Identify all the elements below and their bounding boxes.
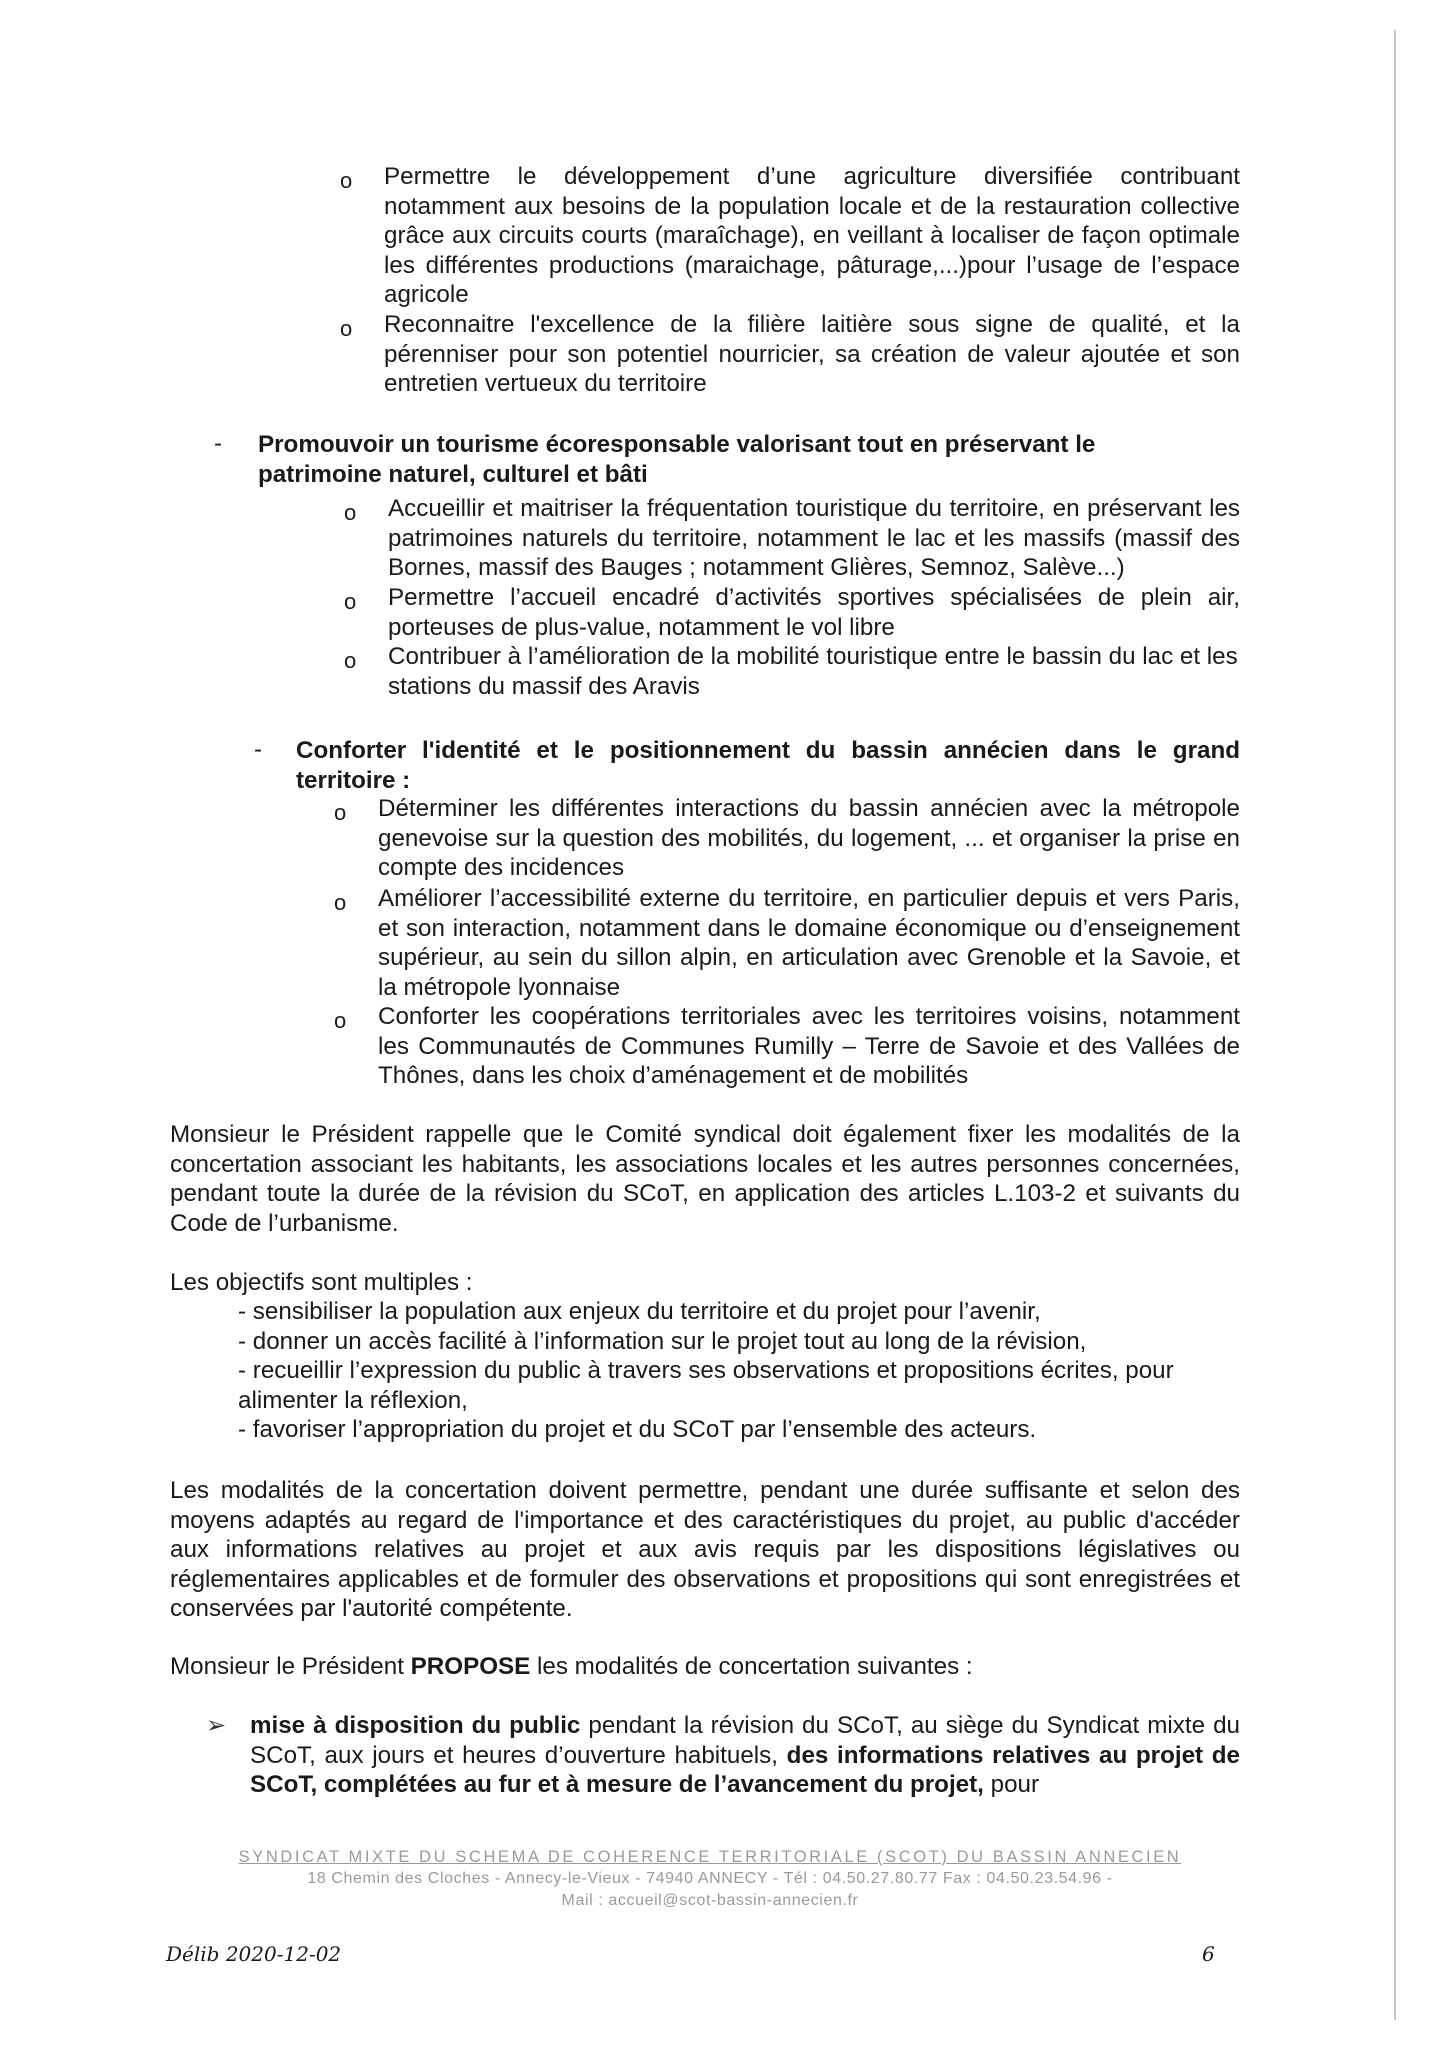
arrow-item-text-2: pour (983, 1771, 1040, 1799)
objective-item: - sensibiliser la population aux enjeux du territoire et du projet pour l’avenir, (238, 1298, 1041, 1325)
circle-bullet-icon: o (344, 589, 357, 614)
footer-org (180, 1846, 1240, 1869)
dash-bullet: - (214, 430, 222, 457)
circle-bullet-icon: o (334, 890, 347, 915)
list-item: Conforter les coopérations territoriales avec les territoires voisins, notamment les Communautés de Communes Rumilly – Terre de Savoie et des Vallées de Thônes, dans les choix d’aménagement et de mobilités (378, 1003, 1240, 1090)
list-item: Contribuer à l’amélioration de la mobilité touristique entre le bassin du lac et les stations du massif des Aravis (388, 643, 1238, 700)
dash-bullet: - (254, 736, 262, 763)
paragraph-modalities: Les modalités de la concertation doivent permettre, pendant une durée suffisante et selon des moyens adaptés au regard de l'importance et des caractéristiques du projet, au public d'accéder aux informations relatives au projet et aux avis requis par les dispositions législatives ou réglementaires applicables et de formuler des observations et propositions qui sont enregistrées et conservées par l'autorité compétente. (170, 1477, 1240, 1623)
arrow-list-item (250, 1711, 1240, 1800)
list-item: Améliorer l’accessibilité externe du territoire, en particulier depuis et vers Paris, et son interaction, notamment dans le domaine économique ou d’enseignement supérieur, au sein du sillon alpin, en articulation avec Grenoble et la Savoie, et la métropole lyonnaise (378, 885, 1240, 1001)
list-item: Reconnaitre l'excellence de la filière laitière sous signe de qualité, et la pérenniser pour son potentiel nourricier, sa création de valeur ajoutée et son entretien vertueux du territoire (384, 311, 1240, 398)
paragraph-propose (170, 1652, 1240, 1682)
arrow-item-bold-2: des informations relatives au projet de SCoT, complétées au fur et à mesure de l’avancement du projet, (250, 1741, 1240, 1799)
objective-item: - donner un accès facilité à l’information sur le projet tout au long de la révision, (238, 1328, 1087, 1355)
footer-org-name: SYNDICAT MIXTE DU SCHEMA DE COHERENCE TERRITORIALE (SCOT) DU BASSIN ANNECIEN (238, 1848, 1182, 1866)
circle-bullet-icon: o (340, 316, 353, 341)
arrow-item-bold-1: mise à disposition du public (250, 1712, 581, 1739)
arrow-bullet-icon: ➢ (206, 1712, 227, 1739)
objective-item: - recueillir l’expression du public à travers ses observations et propositions écrites, pour alimenter la réflexion, (238, 1357, 1174, 1414)
objective-item: - favoriser l’appropriation du projet et du SCoT par l’ensemble des acteurs. (238, 1416, 1037, 1443)
arrow-item-text-1: pendant la révision du SCoT, au siège du Syndicat mixte du SCoT, aux jours et heures d’ouverture habituels, (250, 1712, 1240, 1769)
list-item: Déterminer les différentes interactions du bassin annécien avec la métropole genevoise sur la question des mobilités, du logement, ... et organiser la prise en compte des incidences (378, 795, 1240, 882)
circle-bullet-icon: o (334, 800, 347, 825)
footer-mail: Mail : accueil@scot-bassin-annecien.fr (561, 1892, 859, 1909)
scan-edge-line (1394, 30, 1396, 2020)
section-heading-identity: Conforter l'identité et le positionnement du bassin annécien dans le grand territoire : (296, 737, 1240, 794)
deliberation-reference: Délib 2020-12-02 (166, 1942, 342, 1966)
paragraph-president-recall: Monsieur le Président rappelle que le Comité syndical doit également fixer les modalités de la concertation associant les habitants, les associations locales et les autres personnes concernées, pendant toute la durée de la révision du SCoT, en application des articles L.103-2 et suivants du Code de l’urbanisme. (170, 1121, 1240, 1237)
list-item: Permettre l’accueil encadré d’activités sportives spécialisées de plein air, porteuses de plus-value, notamment le vol libre (388, 584, 1240, 641)
propose-bold: PROPOSE (410, 1653, 531, 1680)
footer-address: 18 Chemin des Cloches - Annecy-le-Vieux - 74940 ANNECY - Tél : 04.50.27.80.77 Fax : 04.50.23.54.96 - (307, 1870, 1113, 1887)
circle-bullet-icon: o (344, 648, 357, 673)
section-heading-tourism: Promouvoir un tourisme écoresponsable valorisant tout en préservant le patrimoine naturel, culturel et bâti (258, 431, 1096, 488)
objectives-intro: Les objectifs sont multiples : (170, 1269, 473, 1296)
circle-bullet-icon: o (334, 1008, 347, 1033)
propose-text-before: Monsieur le Président (170, 1653, 411, 1680)
circle-bullet-icon: o (344, 500, 357, 525)
list-item: Permettre le développement d’une agriculture diversifiée contribuant notamment aux besoins de la population locale et de la restauration collective grâce aux circuits courts (maraîchage), en veillant à localiser de façon optimale les différentes productions (maraichage, pâturage,...)pour l’usage de l’espace agricole (384, 163, 1240, 309)
page-number: 6 (1202, 1942, 1215, 1966)
list-item: Accueillir et maitriser la fréquentation touristique du territoire, en préservant les patrimoines naturels du territoire, notamment le lac et les massifs (massif des Bornes, massif des Bauges ; notamment Glières, Semnoz, Salève...) (388, 495, 1240, 582)
circle-bullet-icon: o (340, 168, 353, 193)
propose-text-after: les modalités de concertation suivantes : (530, 1653, 973, 1680)
